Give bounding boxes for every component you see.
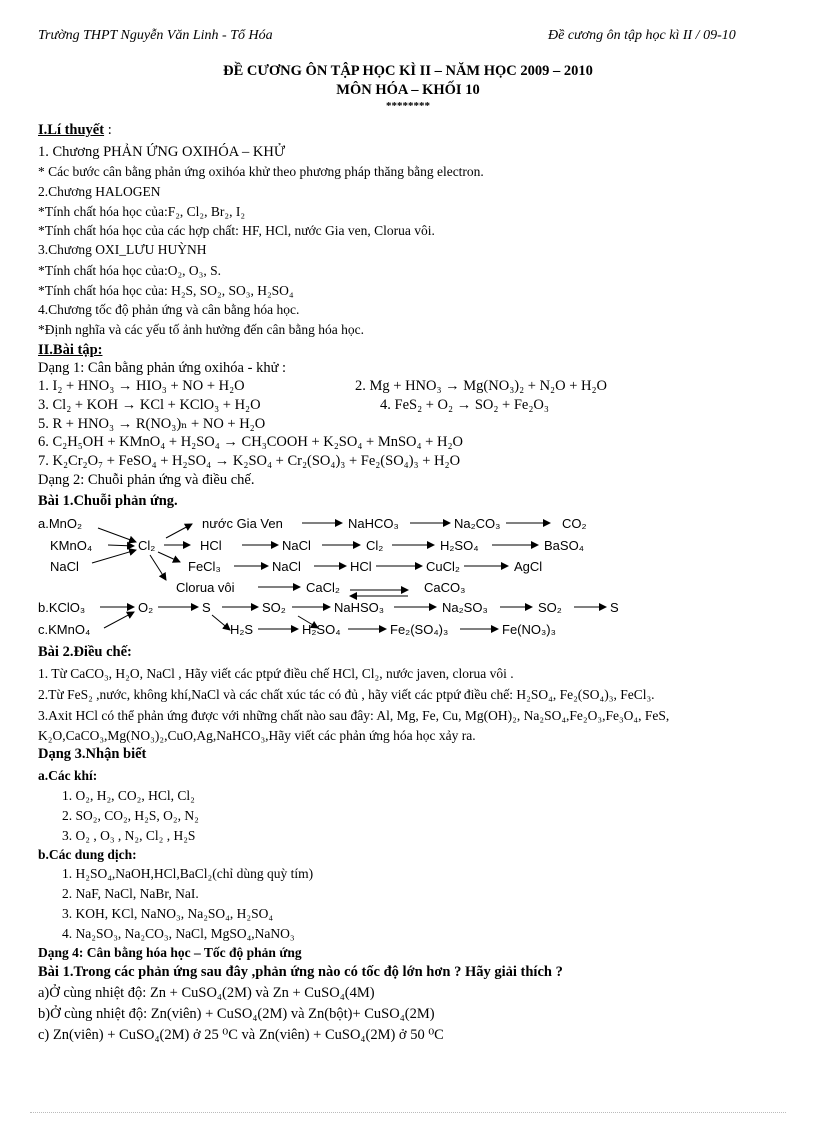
chain-b-node: Na₂SO₃: [442, 600, 488, 615]
chain-kmno4: KMnO₄: [50, 538, 93, 553]
theory-line: *Tính chất hóa học của các hợp chất: HF, HCl, nước Gia ven, Clorua vôi.: [38, 223, 435, 238]
theory-heading: I.Lí thuyết :: [38, 122, 112, 138]
chain-b-node: b.KClO₃: [38, 600, 86, 615]
chain-cl2: Cl₂: [138, 538, 156, 553]
chain-node: NaCl: [272, 559, 301, 574]
equation: 1. I₂ + HNO₃ → HIO₃ + NO + H₂O: [38, 378, 245, 394]
theory-line: 3.Chương OXI_LƯU HUỲNH: [38, 242, 207, 257]
solutions-title: b.Các dung dịch:: [38, 847, 137, 862]
chain-node: FeCl₃: [188, 559, 221, 574]
solution-item: 1. H₂SO₄,NaOH,HCl,BaCl₂(chỉ dùng quỳ tím): [62, 866, 314, 881]
chain-node: CaCl₂: [306, 580, 340, 595]
gas-item: 2. SO₂, CO₂, H₂S, O₂, N₂: [62, 808, 199, 823]
chain-node: Clorua vôi: [176, 580, 235, 595]
rate-item: a)Ở cùng nhiệt độ: Zn + CuSO₄(2M) và Zn + CuSO₄(4M): [38, 985, 375, 1001]
chain-node: HCl: [350, 559, 372, 574]
solution-item: 2. NaF, NaCl, NaBr, NaI.: [62, 886, 199, 901]
chain-c-node: H₂SO₄: [302, 622, 341, 637]
header-doc-title: Đề cương ôn tập học kì II / 09-10: [548, 28, 736, 43]
doc-title: ĐỀ CƯƠNG ÔN TẬP HỌC KÌ II – NĂM HỌC 2009 – 2010: [223, 63, 593, 79]
dang2-title: Dạng 2: Chuỗi phản ứng và điều chế.: [38, 472, 255, 488]
equation: 4. FeS₂ + O₂ → SO₂ + Fe₂O₃: [380, 397, 549, 413]
equation: 6. C₂H₅OH + KMnO₄ + H₂SO₄ → CH₃COOH + K₂SO₄ + MnSO₄ + H₂O: [38, 434, 463, 450]
equation: 2. Mg + HNO₃ → Mg(NO₃)₂ + N₂O + H₂O: [355, 378, 607, 394]
chain-node: NaHCO₃: [348, 516, 399, 531]
gas-item: 1. O₂, H₂, CO₂, HCl, Cl₂: [62, 788, 195, 803]
chain-nacl: NaCl: [50, 559, 79, 574]
dang3-title: Dạng 3.Nhận biết: [38, 746, 147, 762]
chain-b-node: SO₂: [262, 600, 286, 615]
chain-c-node: c.KMnO₄: [38, 622, 91, 637]
chain-node: Cl₂: [366, 538, 384, 553]
bai2-line: 3.Axit HCl có thể phản ứng được với những chất nào sau đây: Al, Mg, Fe, Cu, Mg(OH)₂, Na₂SO₄,Fe₂O₃,Fe₃O₄, FeS,: [38, 708, 670, 723]
theory-line: *Tính chất hóa học của: H₂S, SO₂, SO₃, H₂SO₄: [38, 283, 294, 298]
equation: 5. R + HNO₃ → R(NO₃)ₙ + NO + H₂O: [38, 416, 266, 432]
theory-line: *Định nghĩa và các yếu tố ảnh hưởng đến cân bằng hóa học.: [38, 322, 364, 337]
theory-line: *Tính chất hóa học của:O₂, O₃, S.: [38, 263, 221, 278]
chain-node: AgCl: [514, 559, 543, 574]
chain-b-node: S: [202, 600, 211, 615]
chain-b-node: NaHSO₃: [334, 600, 385, 615]
chain-c-node: Fe₂(SO₄)₃: [390, 622, 449, 637]
chain-b-node: O₂: [138, 600, 154, 615]
chain-c-node: H₂S: [230, 622, 254, 637]
theory-line: 4.Chương tốc độ phản ứng và cân bằng hóa học.: [38, 302, 300, 317]
chain-node: HCl: [200, 538, 222, 553]
dang1-title: Dạng 1: Cân bằng phản ứng oxihóa - khử :: [38, 360, 287, 376]
solution-item: 3. KOH, KCl, NaNO₃, Na₂SO₄, H₂SO₄: [62, 906, 274, 921]
title-stars: ********: [386, 100, 430, 112]
chain-b-node: S: [610, 600, 619, 615]
page-bottom-rule: [30, 1112, 786, 1113]
theory-line: 1. Chương PHẢN ỨNG OXIHÓA – KHỬ: [38, 144, 286, 160]
rate-item: b)Ở cùng nhiệt độ: Zn(viên) + CuSO₄(2M) và Zn(bột)+ CuSO₄(2M): [38, 1006, 435, 1022]
exercises-heading: II.Bài tập:: [38, 342, 103, 358]
rate-item: c) Zn(viên) + CuSO₄(2M) ở 25 ⁰C và Zn(viên) + CuSO₄(2M) ở 50 ⁰C: [38, 1027, 444, 1043]
gases-title: a.Các khí:: [38, 768, 98, 783]
bai2-line: K₂O,CaCO₃,Mg(NO₃)₂,CuO,Ag,NaHCO₃,Hãy viết các phản ứng hóa học xảy ra.: [38, 728, 476, 743]
gas-item: 3. O₂ , O₃ , N₂, Cl₂ , H₂S: [62, 828, 196, 843]
theory-line: *Tính chất hóa học của:F₂, Cl₂, Br₂, I₂: [38, 204, 246, 219]
chain-node: nước Gia Ven: [202, 516, 283, 531]
bai2-line: 2.Từ FeS₂ ,nước, không khí,NaCl và các chất xúc tác có đủ , hãy viết các ptpứ điều chế: H₂SO₄, Fe₂(SO₄)₃, FeCl₃.: [38, 687, 655, 702]
chain-mno2: a.MnO₂: [38, 516, 83, 531]
bai1-title: Bài 1.Chuỗi phản ứng.: [38, 493, 178, 509]
doc-subtitle: MÔN HÓA – KHỐI 10: [336, 82, 480, 98]
chain-node: CuCl₂: [426, 559, 460, 574]
dang4-title: Dạng 4: Cân bằng hóa học – Tốc độ phản ứng: [38, 945, 302, 960]
equation: 7. K₂Cr₂O₇ + FeSO₄ + H₂SO₄ → K₂SO₄ + Cr₂(SO₄)₃ + Fe₂(SO₄)₃ + H₂O: [38, 453, 461, 469]
chain-node: CaCO₃: [424, 580, 466, 595]
bai2-line: 1. Từ CaCO₃, H₂O, NaCl , Hãy viết các ptpứ điều chế HCl, Cl₂, nước javen, clorua vôi .: [38, 666, 514, 681]
header-school: Trường THPT Nguyễn Văn Linh - Tổ Hóa: [38, 28, 273, 43]
chain-node: CO₂: [562, 516, 587, 531]
equation: 3. Cl₂ + KOH → KCl + KClO₃ + H₂O: [38, 397, 261, 413]
chain-node: Na₂CO₃: [454, 516, 501, 531]
theory-line: * Các bước cân bằng phản ứng oxihóa khử theo phương pháp thăng bằng electron.: [38, 164, 484, 179]
bai2-title: Bài 2.Điều chế:: [38, 644, 132, 660]
chain-node: BaSO₄: [544, 538, 584, 553]
chain-b-node: SO₂: [538, 600, 562, 615]
solution-item: 4. Na₂SO₃, Na₂CO₃, NaCl, MgSO₄,NaNO₃: [62, 926, 295, 941]
bai1b-text: Bài 1.Trong các phản ứng sau đây ,phản ứng nào có tốc độ lớn hơn ? Hãy giải thích ?: [38, 964, 563, 980]
chain-c-node: Fe(NO₃)₃: [502, 622, 556, 637]
theory-line: 2.Chương HALOGEN: [38, 184, 161, 199]
chain-node: H₂SO₄: [440, 538, 479, 553]
chain-node: NaCl: [282, 538, 311, 553]
bai1b-title: [38, 963, 563, 981]
